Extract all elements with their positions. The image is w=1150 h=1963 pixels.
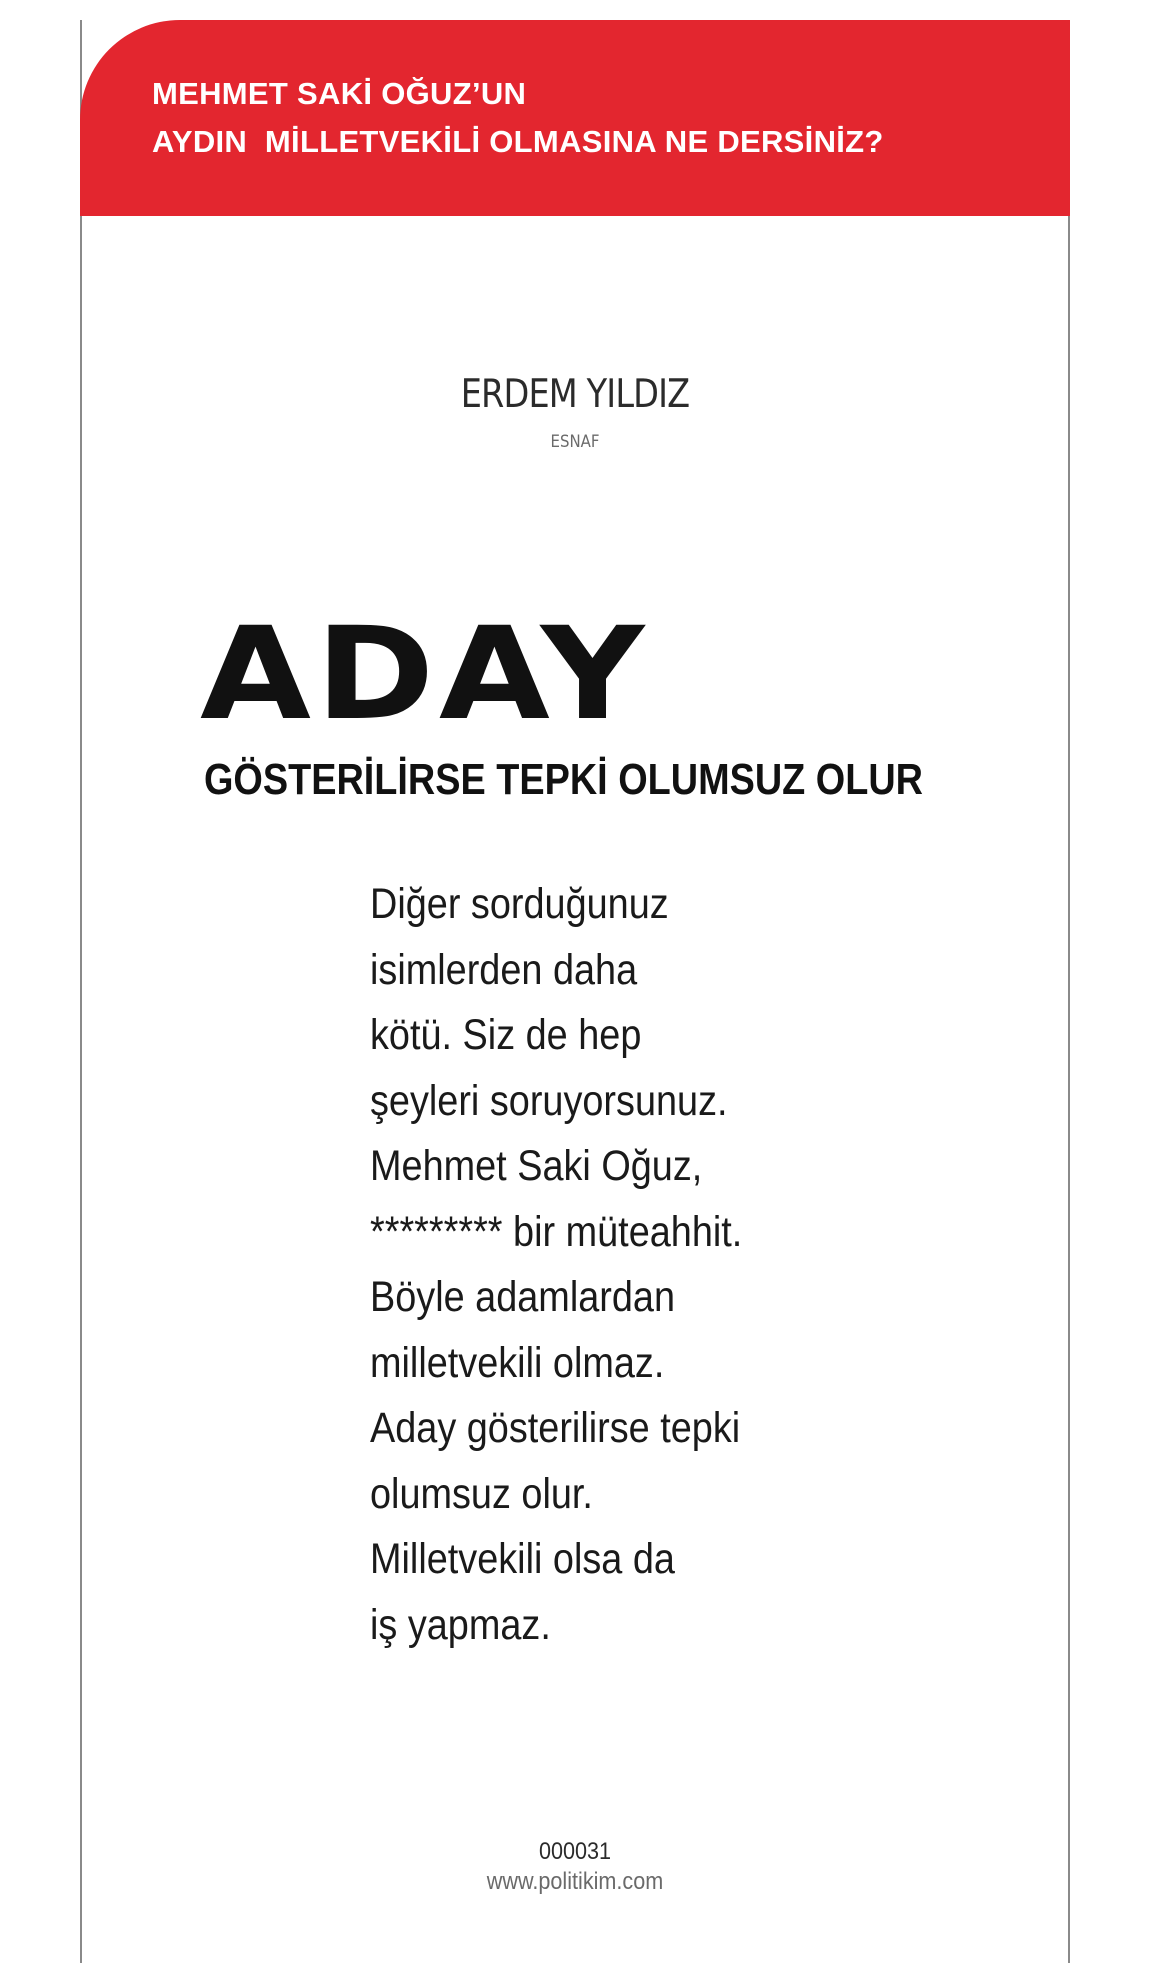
headline-subtitle: GÖSTERİLİRSE TEPKİ OLUMSUZ OLUR (204, 755, 923, 804)
banner-question-line-1: MEHMET SAKİ OĞUZ’UN (152, 76, 527, 111)
body-text (370, 872, 890, 1658)
body-line: Mehmet Saki Oğuz, (370, 1142, 703, 1190)
body-line: milletvekili olmaz. (370, 1338, 665, 1387)
body-line: isimlerden daha (370, 945, 638, 994)
body-line: Böyle adamlardan (370, 1273, 676, 1321)
body-line: Diğer sorduğunuz (370, 880, 669, 928)
body-line: Milletvekili olsa da (370, 1535, 675, 1583)
headline-main: ADAY (200, 600, 649, 749)
author-role: ESNAF (550, 432, 600, 452)
header-banner (80, 20, 1070, 216)
body-line: ********* bir müteahhit. (370, 1207, 743, 1256)
body-line: şeyleri soruyorsunuz. (370, 1076, 728, 1125)
author-name: ERDEM YILDIZ (460, 372, 690, 417)
body-line: Aday gösterilirse tepki (370, 1404, 741, 1452)
footer-url[interactable]: www.politikim.com (486, 1868, 664, 1895)
body-line: kötü. Siz de hep (370, 1011, 642, 1059)
body-line: olumsuz olur. (370, 1469, 593, 1518)
footer-id: 000031 (538, 1838, 612, 1865)
banner-question-line-2: AYDIN MİLLETVEKİLİ OLMASINA NE DERSİNİZ? (152, 124, 884, 159)
body-line: iş yapmaz. (370, 1600, 551, 1649)
